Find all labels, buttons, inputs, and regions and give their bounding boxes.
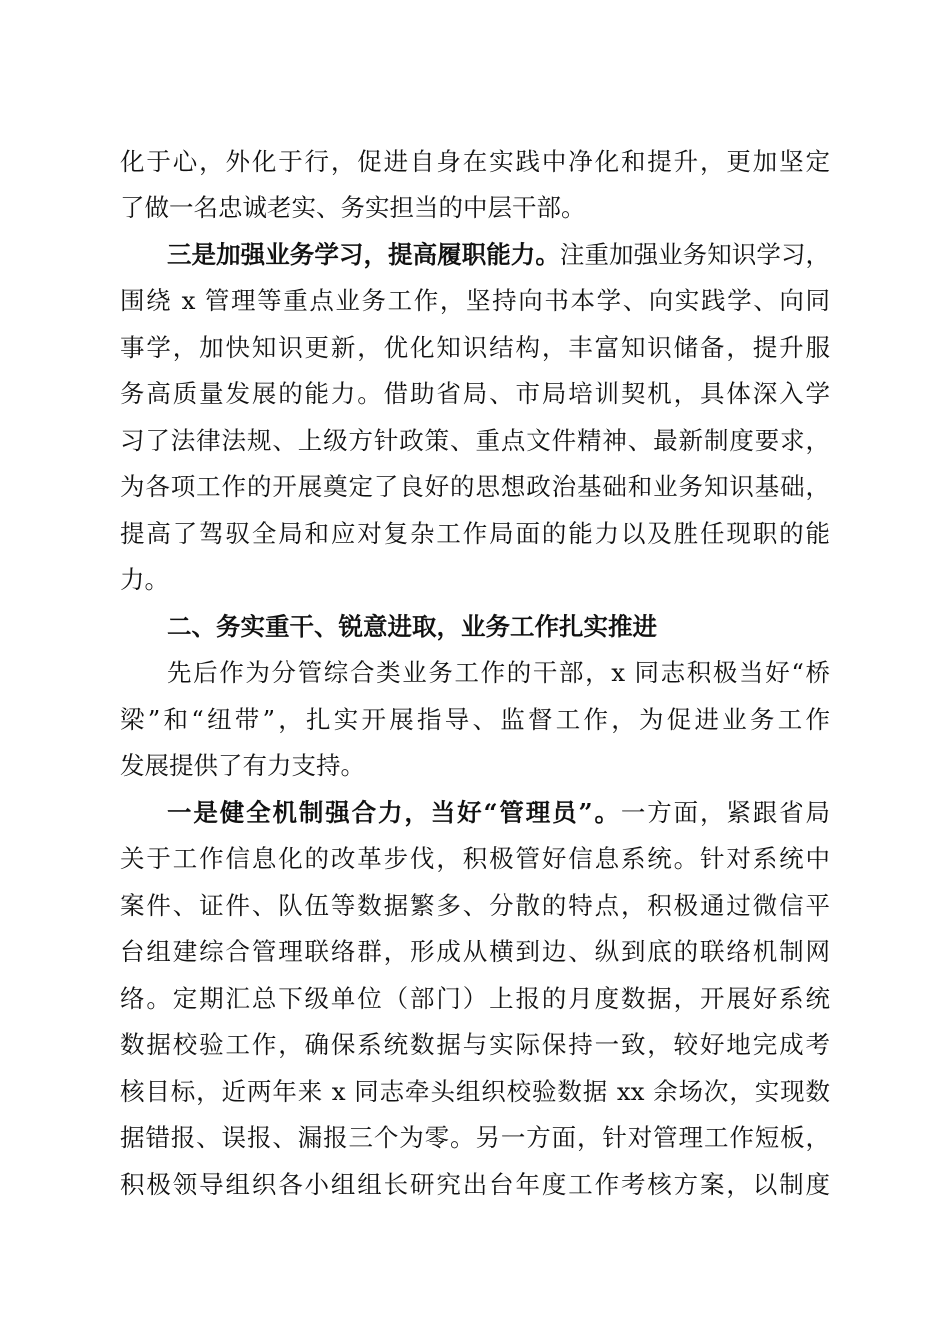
paragraph-line: 化于心，外化于行，促进自身在实践中净化和提升，更加坚定 [120, 147, 830, 176]
paragraph-line: 关于工作信息化的改革步伐，积极管好信息系统。针对系统中 [120, 844, 830, 873]
paragraph-line: 为各项工作的开展奠定了良好的思想政治基础和业务知识基础， [120, 472, 830, 501]
paragraph-line: 梁”和“纽带”，扎实开展指导、监督工作，为促进业务工作 [120, 705, 830, 734]
paragraph-line: 积极领导组织各小组组长研究出台年度工作考核方案，以制度 [120, 1170, 830, 1199]
paragraph-line: 案件、证件、队伍等数据繁多、分散的特点，积极通过微信平 [120, 891, 830, 920]
paragraph-line: 围绕 x 管理等重点业务工作，坚持向书本学、向实践学、向同 [120, 286, 830, 315]
paragraph-line: 核目标，近两年来 x 同志牵头组织校验数据 xx 余场次，实现数 [120, 1077, 830, 1106]
section-heading: 二、务实重干、锐意进取，业务工作扎实推进 [167, 612, 657, 641]
paragraph-lead-rest: 一方面，紧跟省局 [620, 798, 830, 827]
paragraph-line: 数据校验工作，确保系统数据与实际保持一致，较好地完成考 [120, 1030, 830, 1059]
paragraph-line: 据错报、误报、漏报三个为零。另一方面，针对管理工作短板， [120, 1123, 830, 1152]
paragraph-line: 力。 [120, 565, 169, 594]
paragraph-first-line [167, 235, 830, 275]
paragraph-line: 事学，加快知识更新，优化知识结构，丰富知识储备，提升服 [120, 333, 830, 362]
paragraph-lead-rest: 注重加强业务知识学习， [559, 240, 830, 269]
paragraph-line: 提高了驾驭全局和应对复杂工作局面的能力以及胜任现职的能 [120, 519, 830, 548]
paragraph-line: 台组建综合管理联络群，形成从横到边、纵到底的联络机制网 [120, 937, 830, 966]
paragraph-line: 务高质量发展的能力。借助省局、市局培训契机，具体深入学 [120, 379, 830, 408]
paragraph-lead: 三是加强业务学习，提高履职能力。 [167, 240, 560, 269]
paragraph-first-line [167, 793, 830, 833]
paragraph-line: 了做一名忠诚老实、务实担当的中层干部。 [120, 193, 586, 222]
paragraph-line: 发展提供了有力支持。 [120, 751, 365, 780]
paragraph-line: 络。定期汇总下级单位（部门）上报的月度数据，开展好系统 [120, 984, 830, 1013]
paragraph-lead: 一是健全机制强合力，当好“管理员”。 [167, 798, 621, 827]
paragraph-line: 先后作为分管综合类业务工作的干部，x 同志积极当好“桥 [167, 658, 830, 687]
paragraph-line: 习了法律法规、上级方针政策、重点文件精神、最新制度要求， [120, 426, 830, 455]
